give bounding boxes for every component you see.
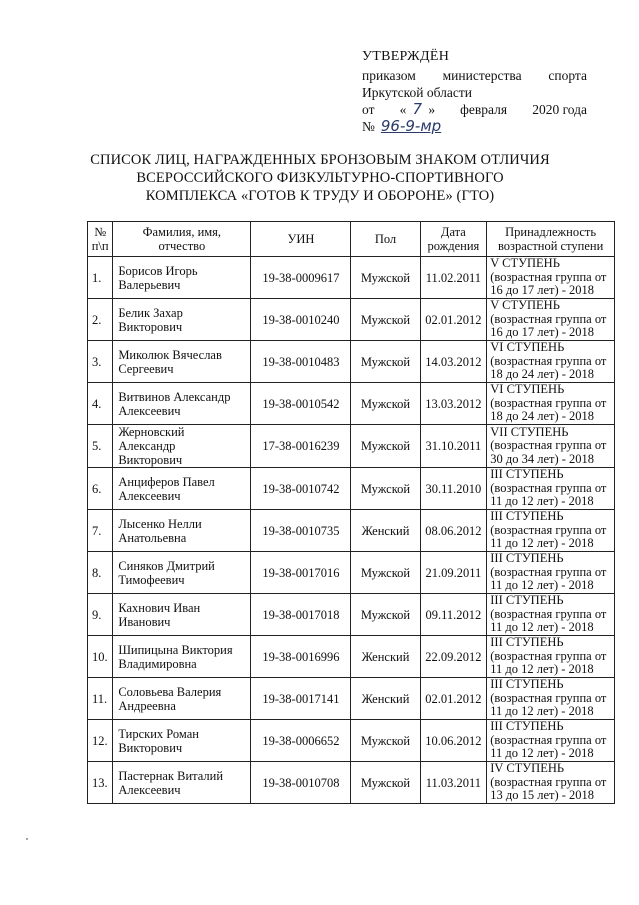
row-uin: 19-38-0010735 <box>251 510 351 552</box>
row-gender: Мужской <box>351 257 420 299</box>
name-line: Иванович <box>118 614 171 629</box>
row-uin: 19-38-0017141 <box>251 678 351 720</box>
scan-speck <box>26 838 28 840</box>
level-line: (возрастная группа от <box>490 690 607 705</box>
table-row <box>88 383 615 425</box>
header-name-line2: отчество <box>158 239 206 253</box>
row-dob: 08.06.2012 <box>420 510 487 552</box>
row-full-name <box>113 762 251 804</box>
level-line: 11 до 12 лет) - 2018 <box>490 536 594 551</box>
row-number: 3. <box>88 341 113 383</box>
name-line: Шипицына Виктория <box>118 642 233 657</box>
table-header-row <box>88 222 615 257</box>
level-line: (возрастная группа от <box>490 774 607 789</box>
row-full-name <box>113 383 251 425</box>
header-num-line2: п\п <box>91 239 109 253</box>
level-line: (возрастная группа от <box>490 522 607 537</box>
approval-word-sport: спорта <box>548 68 587 83</box>
row-uin: 19-38-0017018 <box>251 594 351 636</box>
level-line: V СТУПЕНЬ <box>490 298 560 313</box>
table-body <box>88 257 615 804</box>
header-num <box>88 222 113 257</box>
approval-word-ministry: министерства <box>442 68 522 83</box>
row-dob: 10.06.2012 <box>420 720 487 762</box>
level-line: V СТУПЕНЬ <box>490 256 560 271</box>
row-dob: 21.09.2011 <box>420 552 487 594</box>
name-line: Алексеевич <box>118 488 181 503</box>
level-line: 11 до 12 лет) - 2018 <box>490 662 594 677</box>
table-row <box>88 720 615 762</box>
level-line: (возрастная группа от <box>490 269 607 284</box>
name-line: Синяков Дмитрий <box>118 558 215 573</box>
name-line: Тирских Роман <box>118 726 199 741</box>
row-level <box>487 762 615 804</box>
date-day <box>400 101 436 118</box>
row-dob: 31.10.2011 <box>420 425 487 468</box>
date-month: февраля <box>460 102 508 117</box>
row-dob: 02.01.2012 <box>420 299 487 341</box>
row-full-name <box>113 636 251 678</box>
row-uin: 19-38-0009617 <box>251 257 351 299</box>
level-line: 16 до 17 лет) - 2018 <box>490 325 595 340</box>
row-full-name <box>113 552 251 594</box>
row-dob: 14.03.2012 <box>420 341 487 383</box>
row-number: 11. <box>88 678 113 720</box>
row-uin: 19-38-0010542 <box>251 383 351 425</box>
row-uin: 19-38-0017016 <box>251 552 351 594</box>
row-gender: Мужской <box>351 762 420 804</box>
row-number: 9. <box>88 594 113 636</box>
header-dob-line2: рождения <box>427 239 480 253</box>
approval-order-line <box>362 67 587 84</box>
row-uin: 19-38-0006652 <box>251 720 351 762</box>
header-dob-line1: Дата <box>440 225 466 239</box>
header-uin: УИН <box>251 222 351 257</box>
row-level <box>487 341 615 383</box>
date-quote-open: « <box>399 102 407 117</box>
row-full-name <box>113 594 251 636</box>
row-number: 8. <box>88 552 113 594</box>
heading-line-1: СПИСОК ЛИЦ, НАГРАЖДЕННЫХ БРОНЗОВЫМ ЗНАКОМ ОТЛИЧИЯ <box>90 152 550 168</box>
name-line: Валерьевич <box>118 277 181 292</box>
header-level <box>487 222 615 257</box>
name-line: Викторович <box>118 319 183 334</box>
row-full-name <box>113 720 251 762</box>
row-level <box>487 510 615 552</box>
row-uin: 19-38-0016996 <box>251 636 351 678</box>
row-uin: 17-38-0016239 <box>251 425 351 468</box>
row-number: 2. <box>88 299 113 341</box>
level-line: 11 до 12 лет) - 2018 <box>490 620 594 635</box>
list-heading <box>60 151 580 205</box>
level-line: VI СТУПЕНЬ <box>490 340 565 355</box>
header-name <box>113 222 251 257</box>
name-line: Викторович <box>118 740 183 755</box>
row-gender: Мужской <box>351 552 420 594</box>
name-line: Витвинов Александр <box>118 389 231 404</box>
heading-line-3: КОМПЛЕКСА «ГОТОВ К ТРУДУ И ОБОРОНЕ» (ГТО) <box>145 188 495 204</box>
level-line: 11 до 12 лет) - 2018 <box>490 704 594 719</box>
row-gender: Мужской <box>351 383 420 425</box>
row-full-name <box>113 257 251 299</box>
level-line: III СТУПЕНЬ <box>490 635 564 650</box>
row-level <box>487 552 615 594</box>
header-dob <box>420 222 487 257</box>
level-line: (возрастная группа от <box>490 353 607 368</box>
row-full-name <box>113 510 251 552</box>
level-line: III СТУПЕНЬ <box>490 677 564 692</box>
row-gender: Мужской <box>351 468 420 510</box>
level-line: (возрастная группа от <box>490 564 607 579</box>
row-gender: Мужской <box>351 594 420 636</box>
header-gender: Пол <box>351 222 420 257</box>
row-level <box>487 257 615 299</box>
level-line: VI СТУПЕНЬ <box>490 382 565 397</box>
table-row <box>88 594 615 636</box>
row-gender: Мужской <box>351 341 420 383</box>
row-level <box>487 468 615 510</box>
row-number: 6. <box>88 468 113 510</box>
row-level <box>487 383 615 425</box>
table-row <box>88 762 615 804</box>
level-line: VII СТУПЕНЬ <box>490 424 569 439</box>
number-sign: № <box>362 119 375 134</box>
level-line: III СТУПЕНЬ <box>490 551 564 566</box>
row-uin: 19-38-0010240 <box>251 299 351 341</box>
row-gender: Мужской <box>351 720 420 762</box>
row-number: 1. <box>88 257 113 299</box>
name-line: Александр <box>118 439 176 453</box>
row-full-name <box>113 468 251 510</box>
row-number: 7. <box>88 510 113 552</box>
name-line: Викторович <box>118 453 183 467</box>
row-level <box>487 678 615 720</box>
name-line: Борисов Игорь <box>118 263 198 278</box>
date-quote-close: » <box>428 102 436 117</box>
name-line: Владимировна <box>118 656 197 671</box>
level-line: (возрастная группа от <box>490 606 607 621</box>
level-line: (возрастная группа от <box>490 732 607 747</box>
approval-date-line <box>362 101 587 118</box>
name-line: Лысенко Нелли <box>118 516 202 531</box>
date-day-handwritten: 7 <box>412 100 423 118</box>
level-line: 11 до 12 лет) - 2018 <box>490 746 594 761</box>
row-level <box>487 594 615 636</box>
row-level <box>487 425 615 468</box>
level-line: 30 до 34 лет) - 2018 <box>490 451 595 466</box>
name-line: Андреевна <box>118 698 176 713</box>
heading-line-2: ВСЕРОССИЙСКОГО ФИЗКУЛЬТУРНО-СПОРТИВНОГО <box>136 170 504 186</box>
level-line: 13 до 15 лет) - 2018 <box>490 788 595 803</box>
approval-title: УТВЕРЖДЁН <box>362 49 450 64</box>
date-prefix: от <box>362 102 375 117</box>
row-dob: 11.02.2011 <box>420 257 487 299</box>
level-line: 18 до 24 лет) - 2018 <box>490 409 595 424</box>
name-line: Соловьева Валерия <box>118 684 222 699</box>
level-line: (возрастная группа от <box>490 395 607 410</box>
table-row <box>88 510 615 552</box>
table-row <box>88 468 615 510</box>
row-level <box>487 636 615 678</box>
level-line: (возрастная группа от <box>490 480 607 495</box>
row-dob: 11.03.2011 <box>420 762 487 804</box>
name-line: Алексеевич <box>118 782 181 797</box>
row-uin: 19-38-0010483 <box>251 341 351 383</box>
awards-table <box>87 221 615 804</box>
table-row <box>88 341 615 383</box>
level-line: III СТУПЕНЬ <box>490 467 564 482</box>
header-name-line1: Фамилия, имя, <box>142 225 222 239</box>
level-line: (возрастная группа от <box>490 648 607 663</box>
level-line: III СТУПЕНЬ <box>490 593 564 608</box>
row-dob: 09.11.2012 <box>420 594 487 636</box>
level-line: 11 до 12 лет) - 2018 <box>490 494 594 509</box>
name-line: Анциферов Павел <box>118 474 215 489</box>
approval-word-order: приказом <box>362 68 416 83</box>
row-number: 13. <box>88 762 113 804</box>
approval-block <box>362 48 587 135</box>
level-line: (возрастная группа от <box>490 438 607 453</box>
header-level-line2: возрастной ступени <box>497 239 604 253</box>
approval-region-line: Иркутской области <box>362 85 473 100</box>
row-level <box>487 299 615 341</box>
level-line: IV СТУПЕНЬ <box>490 761 565 776</box>
table-row <box>88 552 615 594</box>
name-line: Миколюк Вячеслав <box>118 347 222 362</box>
row-number: 4. <box>88 383 113 425</box>
row-dob: 13.03.2012 <box>420 383 487 425</box>
level-line: III СТУПЕНЬ <box>490 719 564 734</box>
name-line: Тимофеевич <box>118 572 185 587</box>
table-row <box>88 299 615 341</box>
row-number: 5. <box>88 425 113 468</box>
table-row <box>88 257 615 299</box>
table-row <box>88 678 615 720</box>
row-full-name <box>113 425 251 468</box>
approval-number-line <box>362 118 587 135</box>
name-line: Пастернак Виталий <box>118 768 224 783</box>
table-row <box>88 636 615 678</box>
order-number-handwritten: 96-9-мр <box>380 117 442 135</box>
row-gender: Мужской <box>351 425 420 468</box>
row-level <box>487 720 615 762</box>
row-gender: Женский <box>351 678 420 720</box>
header-num-line1: № <box>94 225 107 239</box>
name-line: Жерновский <box>118 425 185 439</box>
row-number: 12. <box>88 720 113 762</box>
name-line: Кахнович Иван <box>118 600 201 615</box>
table-row <box>88 425 615 468</box>
row-number: 10. <box>88 636 113 678</box>
level-line: 18 до 24 лет) - 2018 <box>490 367 595 382</box>
row-dob: 22.09.2012 <box>420 636 487 678</box>
row-gender: Мужской <box>351 299 420 341</box>
row-uin: 19-38-0010742 <box>251 468 351 510</box>
row-uin: 19-38-0010708 <box>251 762 351 804</box>
name-line: Анатольевна <box>118 530 187 545</box>
level-line: (возрастная группа от <box>490 311 607 326</box>
row-full-name <box>113 678 251 720</box>
name-line: Сергеевич <box>118 361 174 376</box>
name-line: Алексеевич <box>118 403 181 418</box>
row-full-name <box>113 299 251 341</box>
row-dob: 30.11.2010 <box>420 468 487 510</box>
name-line: Белик Захар <box>118 305 183 320</box>
date-year: 2020 года <box>532 102 587 117</box>
level-line: 11 до 12 лет) - 2018 <box>490 578 594 593</box>
row-gender: Женский <box>351 510 420 552</box>
header-level-line1: Принадлежность <box>505 225 597 239</box>
level-line: 16 до 17 лет) - 2018 <box>490 283 595 298</box>
level-line: III СТУПЕНЬ <box>490 509 564 524</box>
row-gender: Женский <box>351 636 420 678</box>
row-full-name <box>113 341 251 383</box>
row-dob: 02.01.2012 <box>420 678 487 720</box>
